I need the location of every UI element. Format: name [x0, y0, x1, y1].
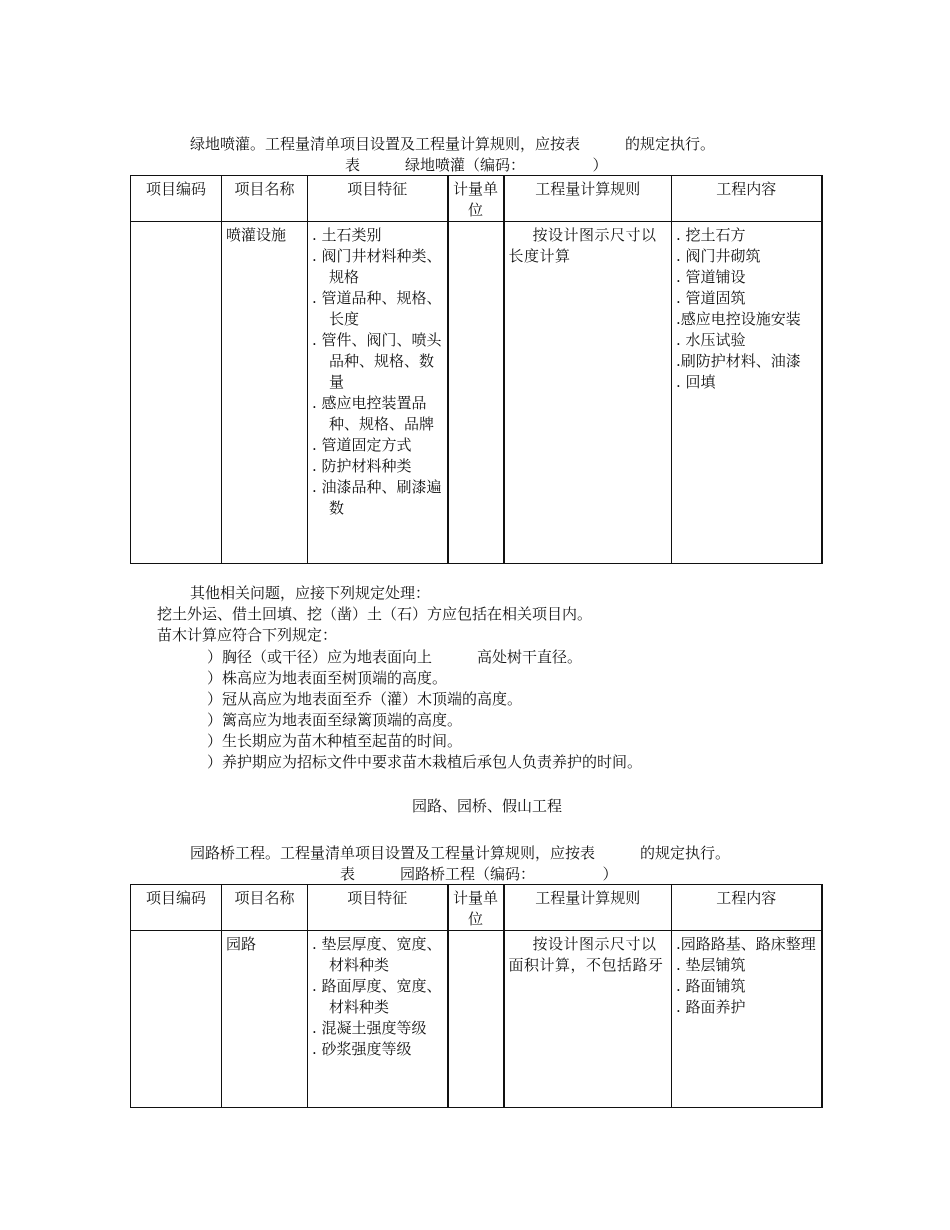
feature-item: . 防护材料种类: [312, 457, 412, 475]
content-item: . 管道铺设: [676, 268, 746, 286]
notes-sub-item: ）冠从高应为地表面至乔（灌）木顶端的高度。: [207, 690, 523, 708]
feature-item: . 管道固定方式: [312, 436, 412, 454]
notes-sub-item: ）胸径（或干径）应为地表面向上 高处树干直径。: [207, 648, 583, 666]
notes-sub-item: ）篱高应为地表面至绿篱顶端的高度。: [207, 711, 463, 729]
cell-code: [131, 222, 222, 564]
header-name: 项目名称: [222, 885, 308, 931]
content-item: .感应电控设施安装: [676, 310, 801, 328]
feature-item: . 土石类别: [312, 226, 382, 244]
header-content: 工程内容: [672, 176, 822, 222]
cell-content: [672, 222, 822, 564]
feature-item: . 垫层厚度、宽度、材料种类: [312, 935, 442, 974]
notes-heading: 其他相关问题，应接下列规定处理：: [190, 584, 431, 602]
section2-caption: 表 园路桥工程（编码： ）: [340, 865, 618, 883]
header-features: 项目特征: [308, 885, 448, 931]
feature-item: . 砂浆强度等级: [312, 1040, 412, 1058]
content-item: . 路面铺筑: [676, 977, 746, 995]
sprinkler-table: [130, 175, 823, 564]
content-item: . 水压试验: [676, 331, 746, 349]
feature-item: . 路面厚度、宽度、材料种类: [312, 977, 442, 1016]
cell-rule: 按设计图示尺寸以面积计算，不包括路牙: [504, 931, 672, 1108]
cell-unit: [448, 222, 504, 564]
notes-sub-item: ）生长期应为苗木种植至起苗的时间。: [207, 732, 463, 750]
header-rule: 工程量计算规则: [504, 885, 672, 931]
header-name: 项目名称: [222, 176, 308, 222]
cell-features: [308, 931, 448, 1108]
feature-item: . 混凝土强度等级: [312, 1019, 427, 1037]
content-item: .园路路基、路床整理: [676, 935, 816, 953]
feature-item: . 感应电控装置品种、规格、品牌: [312, 394, 435, 433]
content-item: . 阀门井砌筑: [676, 247, 761, 265]
content-item: .刷防护材料、油漆: [676, 352, 801, 370]
cell-features: [308, 222, 448, 564]
notes-item-1: 挖土外运、借土回填、挖（凿）土（石）方应包括在相关项目内。: [157, 605, 593, 623]
feature-item: . 管道品种、规格、长度: [312, 289, 442, 328]
notes-item-2: 苗木计算应符合下列规定：: [157, 626, 338, 644]
content-item: . 垫层铺筑: [676, 956, 746, 974]
feature-item: . 阀门井材料种类、规格: [312, 247, 442, 286]
table-row: [131, 931, 822, 1108]
table-row: [131, 222, 822, 564]
header-features: 项目特征: [308, 176, 448, 222]
header-unit: 计量单位: [448, 885, 504, 931]
content-item: . 管道固筑: [676, 289, 746, 307]
content-item: . 回填: [676, 373, 716, 391]
cell-code: [131, 931, 222, 1108]
header-unit: 计量单位: [448, 176, 504, 222]
notes-sub-item: ）株高应为地表面至树顶端的高度。: [207, 669, 448, 687]
header-content: 工程内容: [672, 885, 822, 931]
content-item: . 路面养护: [676, 998, 746, 1016]
header-code: 项目编码: [131, 885, 222, 931]
feature-item: . 油漆品种、刷漆遍数: [312, 478, 442, 517]
cell-name: 喷灌设施: [222, 222, 308, 564]
header-code: 项目编码: [131, 176, 222, 222]
table-header-row: [131, 176, 822, 222]
cell-rule: 按设计图示尺寸以长度计算: [504, 222, 672, 564]
header-rule: 工程量计算规则: [504, 176, 672, 222]
cell-content: [672, 931, 822, 1108]
cell-name: 园路: [222, 931, 308, 1108]
notes-sub-item: ）养护期应为招标文件中要求苗木栽植后承包人负责养护的时间。: [207, 753, 643, 771]
section1-caption: 表 绿地喷灌（编码： ）: [345, 156, 608, 174]
section1-intro: 绿地喷灌。工程量清单项目设置及工程量计算规则，应按表 的规定执行。: [190, 135, 716, 153]
cell-unit: [448, 931, 504, 1108]
content-item: . 挖土石方: [676, 226, 746, 244]
section2-intro: 园路桥工程。工程量清单项目设置及工程量计算规则，应按表 的规定执行。: [190, 844, 731, 862]
feature-item: . 管件、阀门、喷头品种、规格、数量: [312, 331, 442, 391]
section-title: 园路、园桥、假山工程: [412, 797, 563, 815]
garden-road-table: [130, 884, 823, 1108]
table-header-row: [131, 885, 822, 931]
